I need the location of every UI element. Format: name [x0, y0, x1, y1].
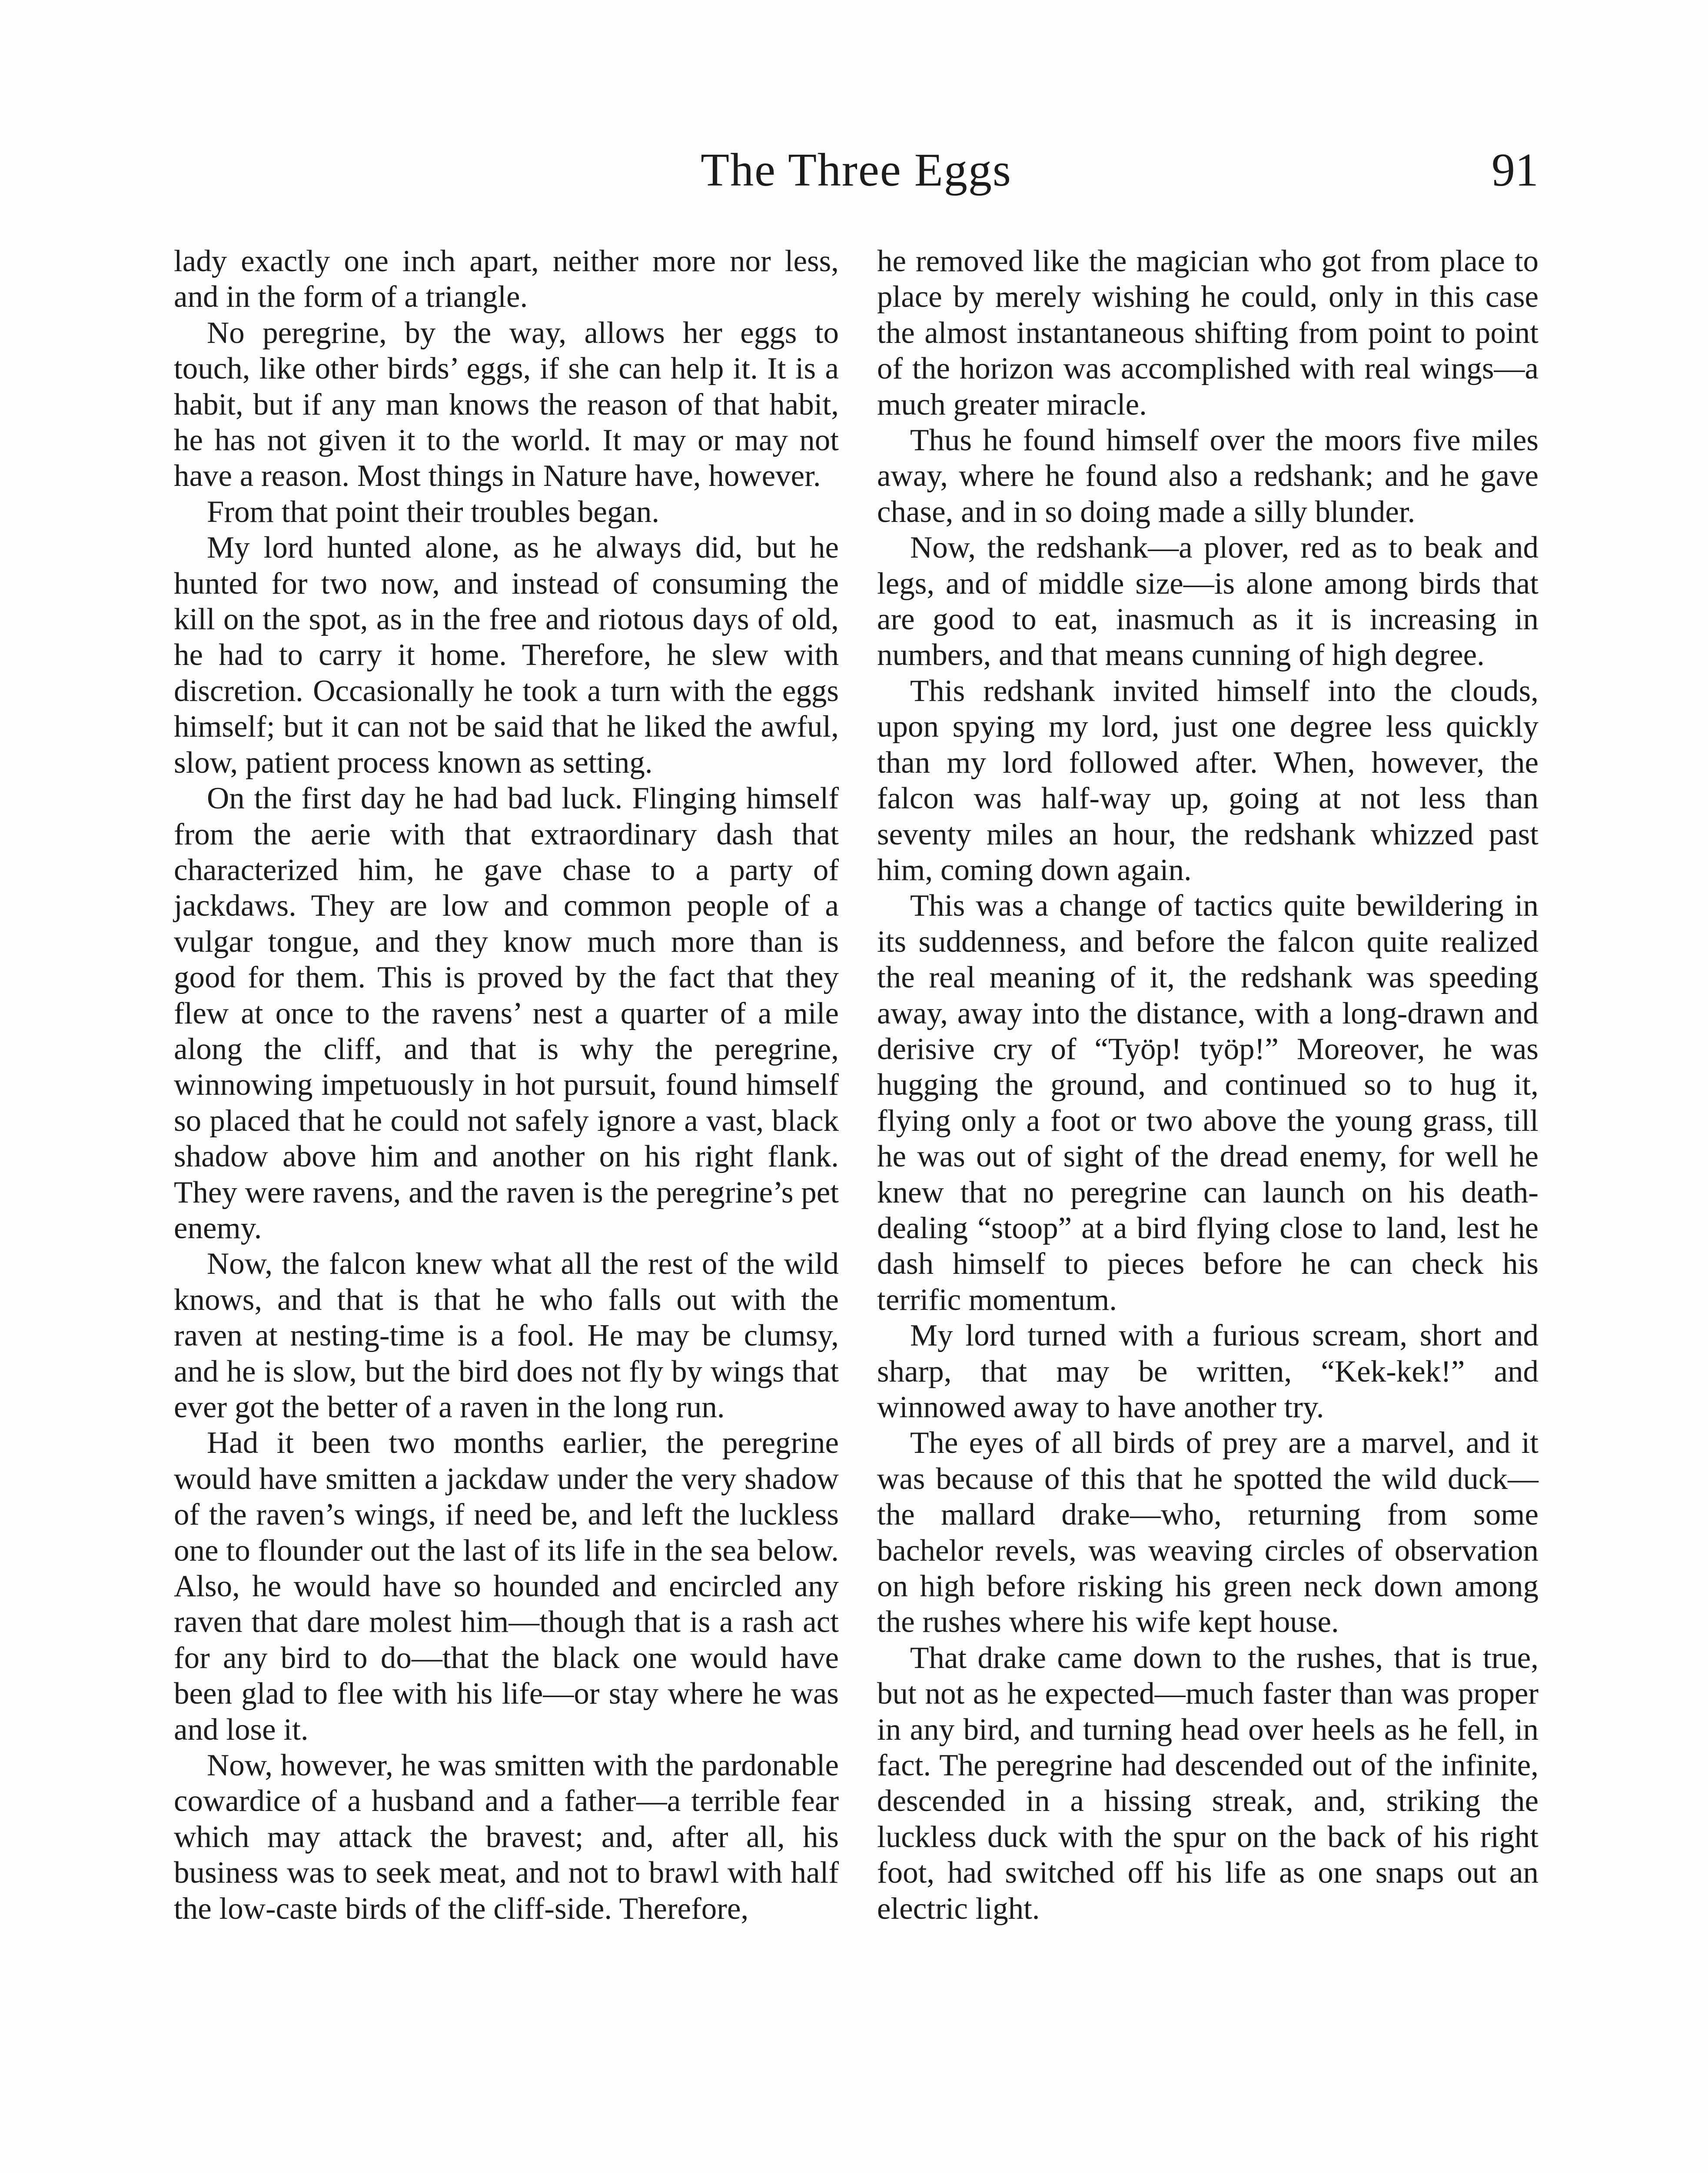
paragraph: Now, the falcon knew what all the rest of the wild knows, and that is that he who falls out with the raven at nesting-time is a fool. He may be clumsy, and he is slow, but the bird does not fly by wings that ever got the better of a raven in the long run.: [174, 1247, 839, 1424]
paragraph: This was a change of tactics quite bewildering in its suddenness, and before the falcon quite realized the real meaning of it, the redshank was speeding away, away into the distance, with a long-drawn and derisive cry of “Työp! työp!” Moreover, he was hugging the ground, and continued so to hug it, flying only a foot or two above the young grass, till he was out of sight of the dread enemy, for well he knew that no peregrine can launch on his death-dealing “stoop” at a bird flying close to land, lest he dash himself to pieces before he can check his terrific momentum.: [877, 889, 1539, 1317]
left-column: [174, 243, 839, 1927]
paragraph: This redshank invited himself into the clouds, upon spying my lord, just one degree less quickly than my lord followed after. When, however, the falcon was half-way up, going at not less than seventy miles an hour, the redshank whizzed past him, coming down again.: [877, 674, 1539, 887]
paragraph: Now, the redshank—a plover, red as to beak and legs, and of middle size—is alone among birds that are good to eat, inasmuch as it is increasing in numbers, and that means cunning of high degree.: [877, 531, 1539, 672]
paragraph: Had it been two months earlier, the peregrine would have smitten a jackdaw under the very shadow of the raven’s wings, if need be, and left the luckless one to flounder out the last of its life in the sea below. Also, he would have so hounded and encircled any raven that dare molest him—though that is a rash act for any bird to do—that the black one would have been glad to flee with his life—or stay where he was and lose it.: [174, 1426, 839, 1747]
page-header: [174, 143, 1539, 217]
paragraph: On the first day he had bad luck. Flinging himself from the aerie with that extraordinary dash that characterized him, he gave chase to a party of jackdaws. They are low and common people of a vulgar tongue, and they know much more than is good for them. This is proved by the fact that they flew at once to the ravens’ nest a quarter of a mile along the cliff, and that is why the peregrine, winnowing impetuously in hot pursuit, found himself so placed that he could not safely ignore a vast, black shadow above him and another on his right flank. They were ravens, and the raven is the peregrine’s pet enemy.: [174, 781, 839, 1245]
paragraph: That drake came down to the rushes, that is true, but not as he expected—much faster than was proper in any bird, and turning head over heels as he fell, in fact. The peregrine had descended out of the infinite, descended in a hissing streak, and, striking the luckless duck with the spur on the back of his right foot, had switched off his life as one snaps out an electric light.: [877, 1641, 1539, 1926]
paragraph: Thus he found himself over the moors five miles away, where he found also a redshank; and he gave chase, and in so doing made a silly blunder.: [877, 423, 1539, 529]
paragraph: lady exactly one inch apart, neither more nor less, and in the form of a triangle.: [174, 244, 839, 314]
paragraph: My lord hunted alone, as he always did, but he hunted for two now, and instead of consuming the kill on the spot, as in the free and riotous days of old, he had to carry it home. Therefore, he slew with discretion. Occasionally he took a turn with the eggs himself; but it can not be said that he liked the awful, slow, patient process known as setting.: [174, 531, 839, 780]
paragraph: Now, however, he was smitten with the pardonable cowardice of a husband and a father—a terrible fear which may attack the bravest; and, after all, his business was to seek meat, and not to brawl with half the low-caste birds of the cliff-side. Therefore,: [174, 1748, 839, 1926]
right-column: [877, 243, 1539, 1927]
paragraph: he removed like the magician who got from place to place by merely wishing he could, only in this case the almost instantaneous shifting from point to point of the horizon was accomplished with real wings—a much greater miracle.: [877, 244, 1539, 422]
paragraph: From that point their troubles began.: [207, 495, 660, 529]
page-number: 91: [1492, 144, 1539, 196]
running-title: The Three Eggs: [701, 144, 1012, 196]
paragraph: No peregrine, by the way, allows her eggs to touch, like other birds’ eggs, if she can help it. It is a habit, but if any man knows the reason of that habit, he has not given it to the world. It may or may not have a reason. Most things in Nature have, however.: [174, 316, 839, 493]
paragraph: The eyes of all birds of prey are a marvel, and it was because of this that he spotted the wild duck—the mallard drake—who, returning from some bachelor revels, was weaving circles of observation on high before risking his green neck down among the rushes where his wife kept house.: [877, 1426, 1539, 1639]
paragraph: My lord turned with a furious scream, short and sharp, that may be written, “Kek-kek!” and winnowed away to have another try.: [877, 1319, 1539, 1424]
